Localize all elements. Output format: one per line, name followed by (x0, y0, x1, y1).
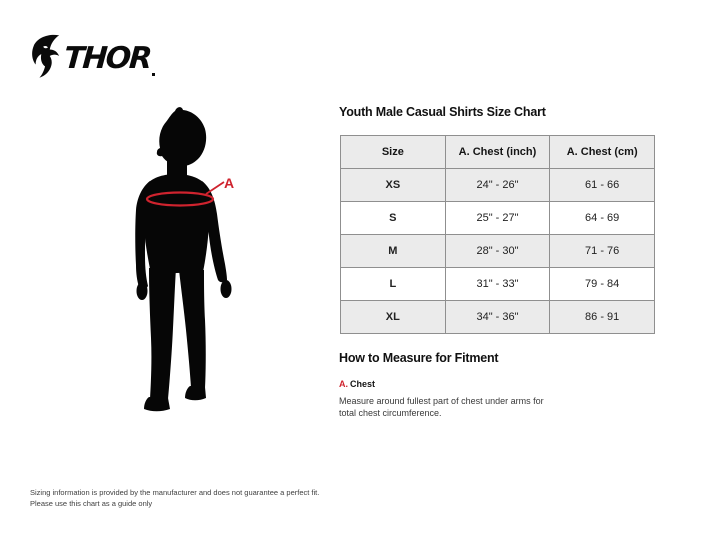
size-table-row (341, 235, 655, 268)
measure-item-key: A. (339, 379, 348, 389)
size-chart-title: Youth Male Casual Shirts Size Chart (339, 105, 546, 119)
disclaimer-line-2: Please use this chart as a guide only (30, 498, 153, 508)
chest-cm-cell: 79 - 84 (550, 268, 655, 301)
size-cell: S (341, 202, 446, 235)
size-table-row (341, 169, 655, 202)
chest-inch-cell: 25" - 27" (445, 202, 550, 235)
size-table-row (341, 301, 655, 334)
chest-inch-cell: 28" - 30" (445, 235, 550, 268)
chest-inch-cell: 31" - 33" (445, 268, 550, 301)
thor-logo-text: THOR (62, 41, 152, 76)
measure-item-description: Measure around fullest part of chest under arms for total chest circumference. (339, 396, 544, 419)
chest-cm-cell: 61 - 66 (550, 169, 655, 202)
measure-guide (339, 351, 569, 419)
youth-figure (123, 98, 249, 430)
disclaimer-line-1: Sizing information is provided by the manufacturer and does not guarantee a perfect fit. (30, 488, 320, 497)
chest-inch-cell: 34" - 36" (445, 301, 550, 334)
measure-item-name: Chest (350, 379, 376, 389)
size-table-row (341, 202, 655, 235)
size-cell: M (341, 235, 446, 268)
chest-cm-cell: 71 - 76 (550, 235, 655, 268)
size-cell: XS (341, 169, 446, 202)
thor-goat-icon (30, 34, 62, 80)
chest-measure-label: A (224, 175, 235, 191)
size-table-body (341, 169, 655, 334)
thor-logo (30, 32, 155, 80)
size-table-header-row (341, 136, 655, 169)
logo-trademark-dot (152, 73, 155, 76)
column-header-size: Size (341, 136, 446, 169)
size-table (340, 135, 655, 334)
column-header-chest-cm: A. Chest (cm) (550, 136, 655, 169)
chest-measure-arrow (206, 182, 224, 194)
size-cell: XL (341, 301, 446, 334)
size-table-row (341, 268, 655, 301)
measure-items (339, 374, 569, 419)
measure-guide-title: How to Measure for Fitment (339, 351, 499, 365)
chest-cm-cell: 86 - 91 (550, 301, 655, 334)
size-cell: L (341, 268, 446, 301)
chest-inch-cell: 24" - 26" (445, 169, 550, 202)
disclaimer (30, 488, 319, 510)
measure-item (339, 374, 569, 419)
chest-cm-cell: 64 - 69 (550, 202, 655, 235)
column-header-chest-inch: A. Chest (inch) (445, 136, 550, 169)
size-table-header (341, 136, 655, 169)
youth-silhouette-image (123, 98, 249, 430)
